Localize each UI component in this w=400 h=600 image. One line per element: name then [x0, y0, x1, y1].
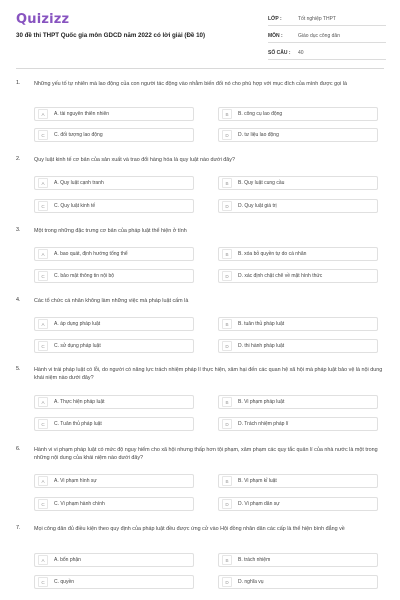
option-letter: D [222, 419, 232, 429]
answer-option-a[interactable] [34, 176, 194, 190]
answer-option-d[interactable] [218, 417, 378, 431]
answer-option-a[interactable] [34, 317, 194, 331]
answer-option-d[interactable] [218, 128, 378, 142]
question-number: 1. [16, 80, 21, 86]
meta-value: Tốt nghiệp THPT [298, 15, 336, 22]
question-number: 4. [16, 297, 21, 303]
option-letter: A [38, 319, 48, 329]
answer-option-c[interactable] [34, 199, 194, 213]
option-letter: A [38, 397, 48, 407]
answer-option-a[interactable] [34, 474, 194, 488]
question-number: 7. [16, 525, 21, 531]
meta-row-count [268, 46, 386, 60]
answer-option-b[interactable] [218, 474, 378, 488]
option-letter: A [38, 476, 48, 486]
option-text: B. trách nhiệm [238, 557, 271, 563]
option-text: C. Quy luật kinh tế [54, 203, 96, 209]
header-divider [16, 68, 384, 69]
option-text: D. Vi phạm dân sự [238, 501, 280, 507]
meta-row-class [268, 12, 386, 26]
meta-value: 40 [298, 49, 304, 56]
answer-option-d[interactable] [218, 575, 378, 589]
answer-option-c[interactable] [34, 417, 194, 431]
question-text: Các tổ chức cá nhân không làm những việc mà pháp luật cấm là [34, 298, 189, 304]
question-text: Mọi công dân đủ điều kiện theo quy định của pháp luật đều được ứng cử vào Hội đồng nhân dân các cấp là thể hiện bình đẳng về [34, 526, 345, 532]
option-text: C. đối tượng lao động [54, 132, 103, 138]
option-text: D. nghĩa vụ [238, 579, 264, 585]
worksheet-header [0, 0, 400, 64]
question-text: Hành vi trái pháp luật có lỗi, do người có năng lực trách nhiệm pháp lí thực hiện, xâm hại đến các quan hệ xã hội mà pháp luật bảo vệ là nội dung khái niệm nào dưới đây? [34, 367, 383, 381]
answer-option-d[interactable] [218, 497, 378, 511]
option-letter: D [222, 271, 232, 281]
option-text: A. bao quát, định hướng tổng thể [54, 251, 128, 257]
option-letter: C [38, 130, 48, 140]
answer-option-a[interactable] [34, 395, 194, 409]
question-text: Những yếu tố tự nhiên mà lao động của con người tác động vào nhằm biến đổi nó cho phù hợp với mục đích của mình được gọi là [34, 81, 347, 87]
option-text: B. Vi phạm pháp luật [238, 399, 285, 405]
meta-value: Giáo dục công dân [298, 32, 340, 39]
option-text: C. bảo mật thông tin nội bộ [54, 273, 115, 279]
meta-label: SỐ CÂU : [268, 49, 291, 56]
question-number: 3. [16, 227, 21, 233]
option-letter: A [38, 249, 48, 259]
question-text: Hành vi vi phạm pháp luật có mức độ nguy hiểm cho xã hội nhưng thấp hơn tội phạm, xâm phạm các quy tắc quản lí của nhà nước là một trong những nội dung của khái niệm nào dưới đây? [34, 447, 378, 461]
option-text: D. thi hành pháp luật [238, 343, 285, 349]
option-text: C. Tuân thủ pháp luật [54, 421, 102, 427]
meta-row-subject [268, 29, 386, 43]
answer-option-c[interactable] [34, 497, 194, 511]
answer-option-a[interactable] [34, 553, 194, 567]
option-text: A. Quy luật cạnh tranh [54, 180, 104, 186]
meta-label: MÔN : [268, 32, 283, 39]
answer-option-b[interactable] [218, 247, 378, 261]
option-letter: C [38, 271, 48, 281]
question-number: 6. [16, 446, 21, 452]
option-text: A. bổn phận [54, 557, 81, 563]
answer-option-a[interactable] [34, 107, 194, 121]
option-text: B. tuân thủ pháp luật [238, 321, 285, 327]
answer-option-c[interactable] [34, 575, 194, 589]
option-text: A. Vi phạm hình sự [54, 478, 97, 484]
option-letter: B [222, 319, 232, 329]
option-letter: C [38, 201, 48, 211]
option-text: D. Quy luật giá trị [238, 203, 277, 209]
answer-option-a[interactable] [34, 247, 194, 261]
answer-option-b[interactable] [218, 317, 378, 331]
option-letter: B [222, 476, 232, 486]
option-letter: B [222, 249, 232, 259]
answer-option-d[interactable] [218, 199, 378, 213]
option-letter: D [222, 130, 232, 140]
answer-option-c[interactable] [34, 339, 194, 353]
option-text: D. Trách nhiệm pháp lí [238, 421, 289, 427]
option-text: A. tài nguyên thiên nhiên [54, 111, 110, 117]
option-text: B. công cụ lao động [238, 111, 283, 117]
option-letter: C [38, 341, 48, 351]
option-letter: D [222, 341, 232, 351]
option-text: B. Quy luật cung cầu [238, 180, 285, 186]
answer-option-b[interactable] [218, 107, 378, 121]
option-letter: A [38, 109, 48, 119]
option-text: D. tư liệu lao động [238, 132, 279, 138]
answer-option-b[interactable] [218, 176, 378, 190]
option-text: B. xóa bỏ quyền tự do cá nhân [238, 251, 307, 257]
option-text: C. quyền [54, 579, 75, 585]
answer-option-c[interactable] [34, 128, 194, 142]
answer-option-d[interactable] [218, 339, 378, 353]
option-letter: A [38, 555, 48, 565]
option-letter: D [222, 499, 232, 509]
option-text: B. Vi phạm kỉ luật [238, 478, 277, 484]
option-text: D. xác định chặt chẽ về mặt hình thức [238, 273, 323, 279]
option-letter: B [222, 397, 232, 407]
option-text: A. Thực hiện pháp luật [54, 399, 105, 405]
quizizz-logo: Quizizz [16, 12, 70, 27]
option-text: C. sử dụng pháp luật [54, 343, 101, 349]
worksheet-meta [268, 12, 386, 63]
meta-label: LỚP : [268, 15, 282, 22]
question-number: 2. [16, 156, 21, 162]
answer-option-d[interactable] [218, 269, 378, 283]
question-number: 5. [16, 366, 21, 372]
option-text: C. Vi phạm hành chính [54, 501, 105, 507]
option-letter: D [222, 577, 232, 587]
answer-option-b[interactable] [218, 395, 378, 409]
option-letter: C [38, 577, 48, 587]
answer-option-b[interactable] [218, 553, 378, 567]
option-text: A. áp dụng pháp luật [54, 321, 101, 327]
answer-option-c[interactable] [34, 269, 194, 283]
question-text: Một trong những đặc trưng cơ bản của pháp luật thể hiện ở tính [34, 228, 187, 234]
worksheet-title: 30 đề thi THPT Quốc gia môn GDCD năm 2022 có lời giải (Đề 10) [16, 32, 206, 39]
option-letter: B [222, 178, 232, 188]
option-letter: B [222, 555, 232, 565]
option-letter: C [38, 419, 48, 429]
option-letter: B [222, 109, 232, 119]
option-letter: D [222, 201, 232, 211]
option-letter: C [38, 499, 48, 509]
question-text: Quy luật kinh tế cơ bản của sản xuất và trao đổi hàng hóa là quy luật nào dưới đây? [34, 157, 235, 163]
option-letter: A [38, 178, 48, 188]
